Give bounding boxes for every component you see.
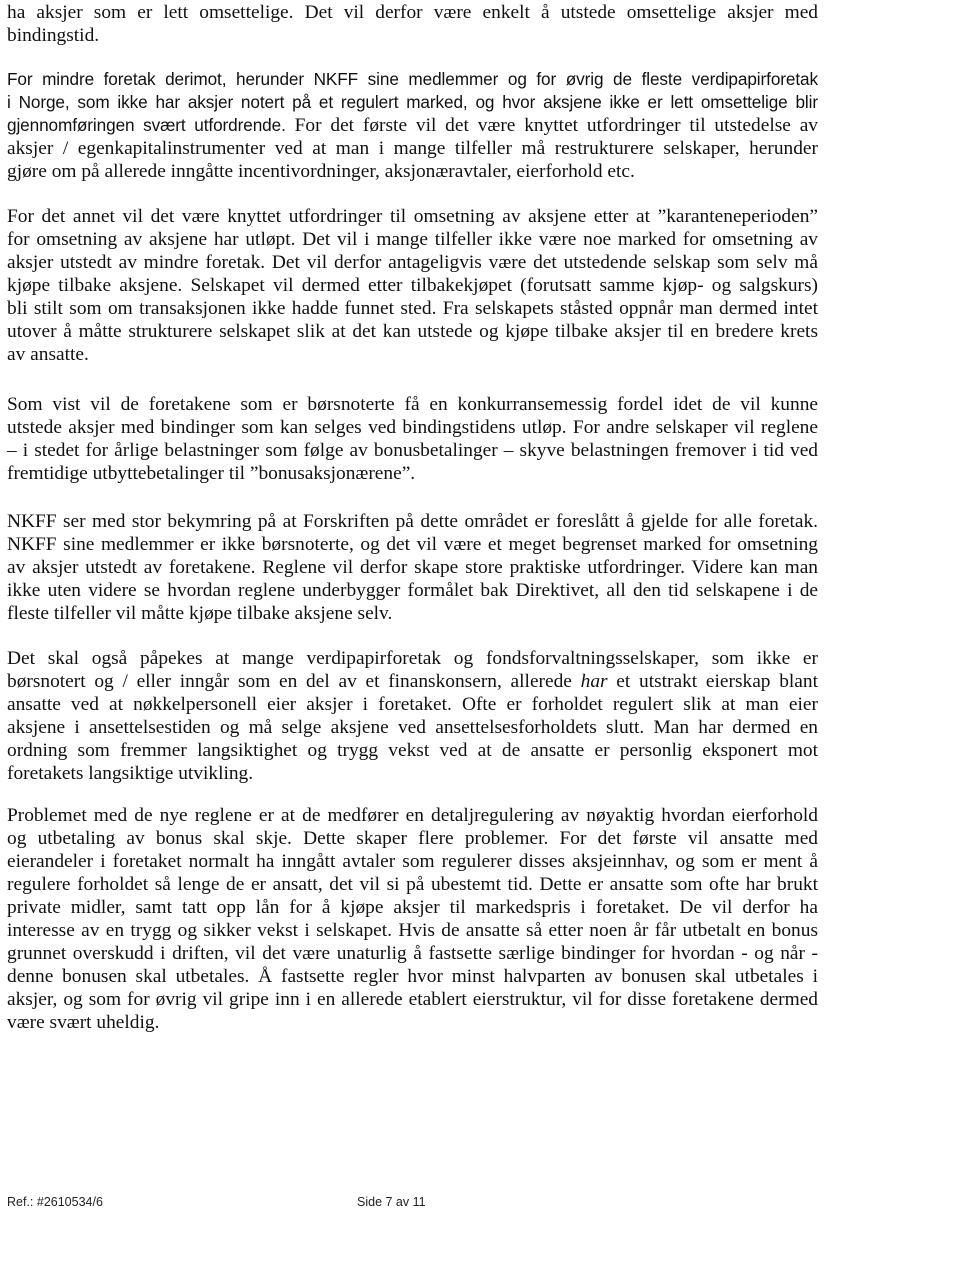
text-line: ordning som fremmer langsiktighet og trygg vekst ved at de ansatte er personlig eksponert mot <box>7 740 818 761</box>
text-line: aksjer / egenkapitalinstrumenter ved at man i mange tilfeller må restrukturere selskaper, herunder <box>7 138 818 159</box>
footer-reference: Ref.: #2610534/6 <box>7 1195 103 1209</box>
paragraph-3 <box>7 205 818 366</box>
text-line: i Norge, som ikke har aksjer notert på et regulert marked, og hvor aksjene ikke er lett omsettelige blir <box>7 92 818 112</box>
text-line: bindingstid. <box>7 25 100 46</box>
text-line: aksjer utstedt av mindre foretak. Det vil derfor antageligvis være det utstedende selskap som selv må <box>7 252 818 273</box>
text-line: utstede aksjer med bindinger som kan selges ved bindingstidens utløp. For andre selskaper vil reglene <box>7 417 818 438</box>
text-line: foretakets langsiktige utvikling. <box>7 763 254 784</box>
text-line: utover å måtte strukturere selskapet slik at det kan utstede og kjøpe tilbake aksjer til en bredere krets <box>7 321 818 342</box>
emphasis: har <box>580 671 608 692</box>
text-line: og utbetaling av bonus skal skje. Dette skaper flere problemer. For det første vil ansatte med <box>7 828 818 849</box>
text-line: aksjer, og som for øvrig vil gripe inn i en allerede etablert eierstruktur, vil for disse foretakene dermed <box>7 989 818 1010</box>
paragraph-2 <box>7 68 818 183</box>
text-segment: For det første vil det være knyttet utfordringer til utstedelse av <box>294 115 819 136</box>
text-line: denne bonusen skal utbetales. Å fastsette regler hvor minst halvparten av bonusen skal utbetales i <box>7 966 818 987</box>
paragraph-4 <box>7 393 818 485</box>
text-line: – i stedet for årlige belastninger som følge av bonusbetalinger – skyve belastningen fremover i tid ved <box>7 440 818 461</box>
text-line: interesse av en trygg og sikker vekst i selskapet. Hvis de ansatte så etter noen år får utbetalt en bonus <box>7 920 818 941</box>
text-line: Som vist vil de foretakene som er børsnoterte få en konkurransemessig fordel idet de vil kunne <box>7 394 818 415</box>
text-line: eierandeler i foretaket normalt ha inngått avtaler som regulerer disses aksjeinnhav, og som er ment å <box>7 851 818 872</box>
text-segment: et utstrakt eierskap blant <box>607 671 818 692</box>
text-line: NKFF ser med stor bekymring på at Forskriften på dette området er foreslått å gjelde for alle foretak. <box>7 511 818 532</box>
text-line: fleste tilfeller vil måtte kjøpe tilbake aksjene selv. <box>7 603 393 624</box>
text-line: kjøpe tilbake aksjene. Selskapet vil dermed etter tilbakekjøpet (forutsatt samme kjøp- og salgskurs) <box>7 275 818 296</box>
text-line: regulere forholdet så lenge de er ansatt, det vil si på ubestemt tid. Dette er ansatte som ofte har brukt <box>7 874 818 895</box>
text-line: aksjene i ansettelsestiden og må selge aksjene ved ansettelsesforholdets slutt. Man har dermed en <box>7 717 818 738</box>
paragraph-5 <box>7 510 818 625</box>
text-line: For det annet vil det være knyttet utfordringer til omsetning av aksjene etter at ”karanteneperioden” <box>7 206 818 227</box>
text-line: fremtidige utbyttebetalinger til ”bonusaksjonærene”. <box>7 463 416 484</box>
text-line: ha aksjer som er lett omsettelige. Det vil derfor være enkelt å utstede omsettelige aksjer med <box>7 2 818 23</box>
text-segment: børsnotert og / eller inngår som en del av et finanskonsern, allerede <box>7 671 581 692</box>
text-line-mixed <box>7 670 818 693</box>
text-line: for omsetning av aksjene har utløpt. Det vil i mange tilfeller ikke være noe marked for omsetning av <box>7 229 818 250</box>
paragraph-6 <box>7 647 818 785</box>
text-line: Problemet med de nye reglene er at de medfører en detaljregulering av nøyaktig hvordan eierforhold <box>7 805 818 826</box>
paragraph-1 <box>7 1 818 47</box>
text-line-mixed <box>7 114 818 137</box>
text-line: av ansatte. <box>7 344 89 365</box>
text-line: av aksjer utstedt av foretakene. Reglene vil derfor skape store praktiske utfordringer. Videre kan man <box>7 557 818 578</box>
text-line: ikke uten videre se hvordan reglene underbygger formålet bak Direktivet, all den tid selskapene i de <box>7 580 818 601</box>
text-line: private midler, samt tatt opp lån for å kjøpe aksjer til markedspris i foretaket. De vil derfor ha <box>7 897 818 918</box>
text-line: ansatte ved at nøkkelpersonell eier aksjer i foretaket. Ofte er forholdet regulert slik at man eier <box>7 694 818 715</box>
text-line: Det skal også påpekes at mange verdipapirforetak og fondsforvaltningsselskaper, som ikke er <box>7 648 818 669</box>
text-line: grunnet overskudd i driften, vil det være unaturlig å fastsette særlige bindinger for hvordan - og når - <box>7 943 818 964</box>
text-line: være svært uheldig. <box>7 1012 160 1033</box>
text-line: NKFF sine medlemmer er ikke børsnoterte, og det vil være et meget begrenset marked for omsetning <box>7 534 818 555</box>
paragraph-7 <box>7 804 818 1034</box>
text-line: For mindre foretak derimot, herunder NKFF sine medlemmer og for øvrig de fleste verdipapirforetak <box>7 69 818 89</box>
text-line: bli stilt som om transaksjonen ikke hadde funnet sted. Fra selskapets ståsted oppnår man dermed intet <box>7 298 818 319</box>
text-segment: gjennomføringen svært utfordrende. <box>7 115 286 135</box>
footer-page-number: Side 7 av 11 <box>357 1195 426 1209</box>
text-line: gjøre om på allerede inngåtte incentivordninger, aksjonæravtaler, eierforhold etc. <box>7 161 635 182</box>
